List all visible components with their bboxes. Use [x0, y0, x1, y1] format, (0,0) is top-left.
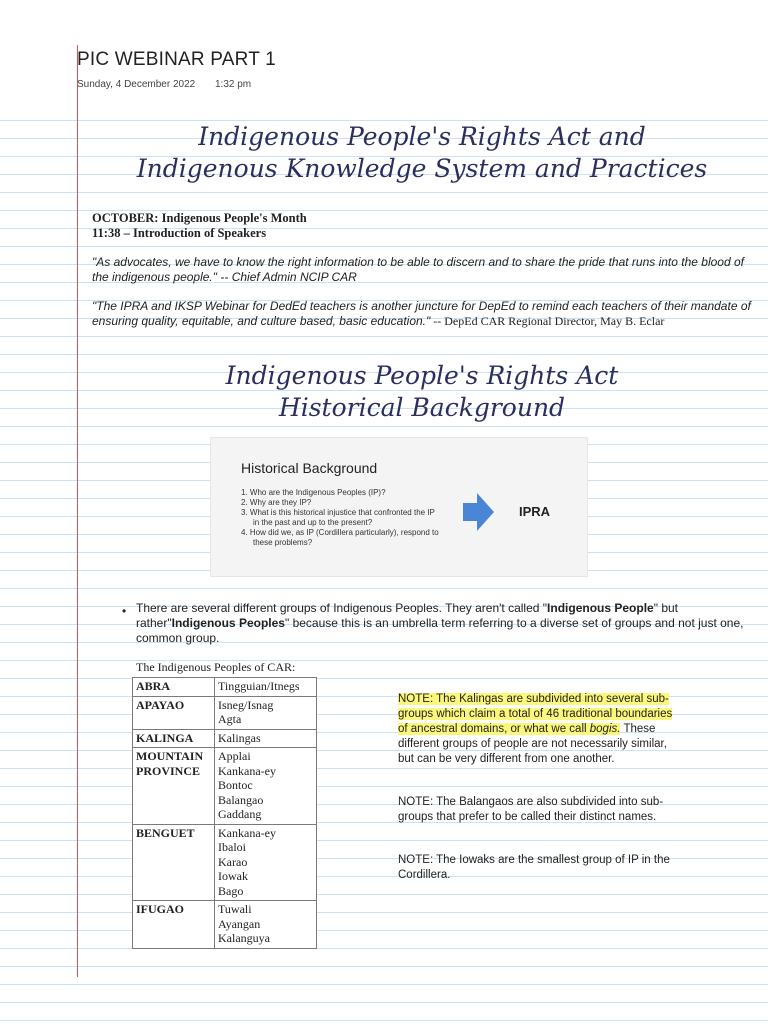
province-cell: KALINGA	[133, 729, 215, 748]
bullet-icon: •	[122, 604, 127, 618]
quote-ncip[interactable]	[92, 255, 760, 285]
table-row	[133, 696, 317, 729]
province-cell: BENGUET	[133, 824, 215, 901]
section-heading[interactable]	[77, 360, 767, 424]
table-row	[133, 729, 317, 748]
speakers-line[interactable]: 11:38 – Introduction of Speakers	[92, 226, 267, 240]
main-heading-line2: Indigenous Knowledge System and Practices	[136, 154, 708, 183]
bullet-text-part: There are several different groups of Indigenous Peoples. They aren't called "	[136, 601, 548, 615]
table-row	[133, 678, 317, 697]
note-iowaks[interactable]: NOTE: The Iowaks are the smallest group of IP in the Cordillera.	[398, 854, 670, 881]
page-time: 1:32 pm	[215, 79, 252, 90]
section-heading-line1: Indigenous People's Rights Act	[225, 361, 619, 390]
quote-deped[interactable]	[92, 299, 760, 329]
right-arrow-icon	[463, 492, 495, 532]
slide-question: 1. Who are the Indigenous Peoples (IP)?	[241, 488, 386, 497]
bullet-paragraph[interactable]	[136, 601, 764, 646]
slide-image[interactable]	[210, 437, 588, 577]
ip-table[interactable]	[132, 677, 317, 949]
table-row	[133, 901, 317, 949]
groups-cell: Applai Kankana-ey Bontoc Balangao Gaddang	[215, 748, 317, 825]
slide-title: Historical Background	[241, 460, 378, 476]
bullet-bold-term: Indigenous Peoples	[171, 616, 285, 630]
note-highlight-italic: bogis.	[589, 723, 621, 735]
groups-cell: Tingguian/Itnegs	[215, 678, 317, 697]
table-caption: The Indigenous Peoples of CAR:	[136, 660, 296, 674]
main-heading[interactable]	[77, 121, 767, 185]
quote-deped-attribution: -- DepEd CAR Regional Director, May B. Eclar	[430, 314, 665, 328]
groups-cell: Kankana-ey Ibaloi Karao Iowak Bago	[215, 824, 317, 901]
province-cell: APAYAO	[133, 696, 215, 729]
quote-ncip-text: "As advocates, we have to know the right information to be able to discern and to share the pride that runs into the blood of the indigenous people." -- Chief Admin NCIP CAR	[92, 255, 744, 284]
note-highlight: NOTE: The Kalingas are subdivided into several sub-groups which claim a total of 46 traditional boundaries of ancestral domains, or what we call	[398, 693, 673, 735]
slide-question: 2. Why are they IP?	[241, 498, 312, 507]
groups-cell: Tuwali Ayangan Kalanguya	[215, 901, 317, 949]
month-line[interactable]: OCTOBER: Indigenous People's Month	[92, 211, 307, 225]
bullet-bold-term: Indigenous People	[547, 601, 654, 615]
note-text: These different groups of people are not necessarily similar, but can be very different from one another.	[398, 723, 667, 765]
note-kalingas[interactable]	[398, 692, 683, 767]
slide-ipra-label: IPRA	[519, 504, 551, 519]
slide-question: 3. What is this historical injustice that confronted the IP in the past and up to the present?	[241, 508, 435, 527]
section-heading-line2: Historical Background	[278, 393, 566, 422]
main-heading-line1: Indigenous People's Rights Act and	[198, 122, 646, 151]
page-title[interactable]: PIC WEBINAR PART 1	[77, 49, 276, 70]
table-row	[133, 824, 317, 901]
page-date: Sunday, 4 December 2022	[77, 79, 196, 90]
groups-cell: Kalingas	[215, 729, 317, 748]
note-balangaos[interactable]: NOTE: The Balangaos are also subdivided into sub-groups that prefer to be called their distinct names.	[398, 796, 664, 823]
groups-cell: Isneg/Isnag Agta	[215, 696, 317, 729]
province-cell: ABRA	[133, 678, 215, 697]
slide-question-list	[241, 488, 441, 548]
province-cell: IFUGAO	[133, 901, 215, 949]
quote-deped-text: "The IPRA and IKSP Webinar for DedEd teachers is another juncture for DepEd to remind each teachers of their mandate of ensuring quality, equitable, and culture based, basic education."	[92, 299, 751, 328]
table-row	[133, 748, 317, 825]
bullet-text-part: " but rather"	[136, 601, 678, 630]
bullet-text-part: " because this is an umbrella term referring to a diverse set of groups and not just one, common group.	[136, 616, 744, 645]
province-cell: MOUNTAIN PROVINCE	[133, 748, 215, 825]
slide-question: 4. How did we, as IP (Cordillera particularly), respond to these problems?	[241, 528, 439, 547]
ip-table-body	[133, 678, 317, 949]
